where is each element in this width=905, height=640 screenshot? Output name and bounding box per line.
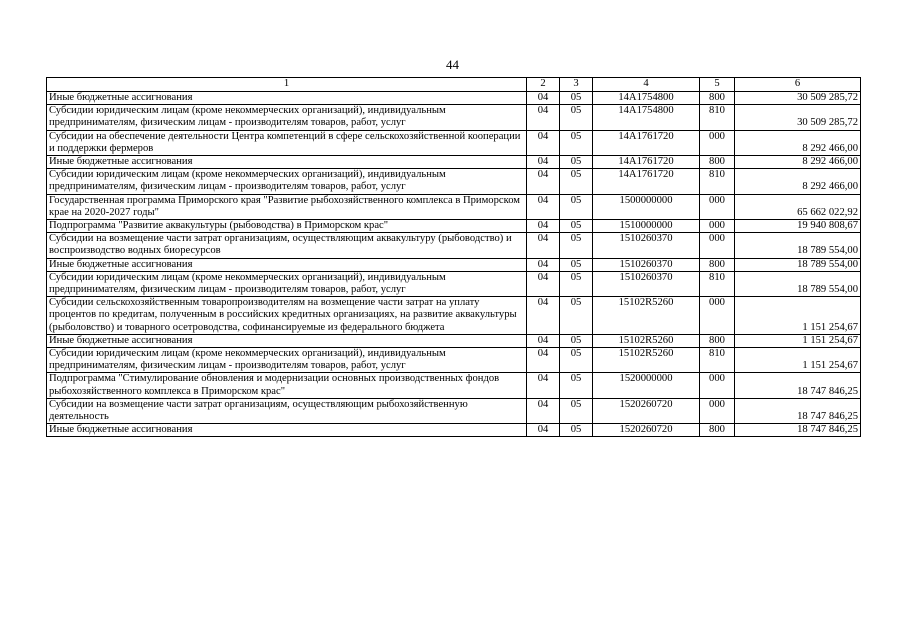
row-section: 04	[527, 334, 560, 347]
row-subsection: 05	[560, 105, 593, 130]
row-target-code: 1510260370	[593, 258, 700, 271]
row-amount: 19 940 808,67	[735, 220, 861, 233]
table-row	[47, 348, 861, 373]
row-amount: 18 789 554,00	[735, 271, 861, 296]
row-target-code: 14А1761720	[593, 169, 700, 194]
row-section: 04	[527, 220, 560, 233]
row-target-code: 1520260720	[593, 424, 700, 437]
row-name: Иные бюджетные ассигнования	[47, 258, 527, 271]
row-amount: 18 747 846,25	[735, 424, 861, 437]
row-name: Субсидии юридическим лицам (кроме некоммерческих организаций), индивидуальным предпринимателям, физическим лицам - производителям товаров, работ, услуг	[47, 169, 527, 194]
row-name: Субсидии на возмещение части затрат организациям, осуществляющим аквакультуру (рыбоводство) и воспроизводство водных биоресурсов	[47, 233, 527, 258]
row-expense-type: 810	[700, 271, 735, 296]
row-target-code: 15102R5260	[593, 348, 700, 373]
table-row	[47, 398, 861, 423]
table-row	[47, 156, 861, 169]
row-name: Иные бюджетные ассигнования	[47, 92, 527, 105]
row-target-code: 1520260720	[593, 398, 700, 423]
header-cell: 6	[735, 78, 861, 92]
row-name: Подпрограмма "Стимулирование обновления и модернизации основных производственных фондов рыбохозяйственного комплекса в Приморском крас"	[47, 373, 527, 398]
row-amount: 30 509 285,72	[735, 105, 861, 130]
row-expense-type: 800	[700, 92, 735, 105]
page-number: 44	[446, 57, 459, 72]
table-row	[47, 258, 861, 271]
row-name: Подпрограмма "Развитие аквакультуры (рыбоводства) в Приморском крас"	[47, 220, 527, 233]
row-subsection: 05	[560, 271, 593, 296]
row-amount: 8 292 466,00	[735, 130, 861, 155]
table-body	[47, 92, 861, 437]
row-subsection: 05	[560, 258, 593, 271]
budget-table	[46, 77, 861, 437]
header-cell: 1	[47, 78, 527, 92]
table-header	[47, 78, 861, 92]
row-subsection: 05	[560, 169, 593, 194]
table-row	[47, 169, 861, 194]
table-row	[47, 220, 861, 233]
row-section: 04	[527, 297, 560, 335]
row-expense-type: 000	[700, 297, 735, 335]
table-row	[47, 334, 861, 347]
row-subsection: 05	[560, 398, 593, 423]
row-name: Иные бюджетные ассигнования	[47, 334, 527, 347]
row-section: 04	[527, 258, 560, 271]
row-section: 04	[527, 169, 560, 194]
row-expense-type: 810	[700, 169, 735, 194]
row-subsection: 05	[560, 424, 593, 437]
table-row	[47, 373, 861, 398]
row-target-code: 15102R5260	[593, 297, 700, 335]
header-cell: 5	[700, 78, 735, 92]
row-expense-type: 800	[700, 424, 735, 437]
row-subsection: 05	[560, 92, 593, 105]
row-section: 04	[527, 233, 560, 258]
row-section: 04	[527, 424, 560, 437]
row-subsection: 05	[560, 156, 593, 169]
row-target-code: 1510260370	[593, 233, 700, 258]
table-row	[47, 271, 861, 296]
row-amount: 1 151 254,67	[735, 297, 861, 335]
row-subsection: 05	[560, 297, 593, 335]
row-expense-type: 000	[700, 373, 735, 398]
row-expense-type: 000	[700, 220, 735, 233]
row-expense-type: 810	[700, 348, 735, 373]
row-amount: 65 662 022,92	[735, 194, 861, 219]
header-cell: 2	[527, 78, 560, 92]
row-name: Иные бюджетные ассигнования	[47, 156, 527, 169]
row-amount: 8 292 466,00	[735, 169, 861, 194]
row-target-code: 14А1761720	[593, 130, 700, 155]
row-expense-type: 810	[700, 105, 735, 130]
row-expense-type: 800	[700, 258, 735, 271]
table-row	[47, 92, 861, 105]
row-name: Субсидии юридическим лицам (кроме некоммерческих организаций), индивидуальным предпринимателям, физическим лицам - производителям товаров, работ, услуг	[47, 271, 527, 296]
table-row	[47, 424, 861, 437]
row-amount: 8 292 466,00	[735, 156, 861, 169]
table-row	[47, 297, 861, 335]
row-target-code: 14А1754800	[593, 105, 700, 130]
row-amount: 1 151 254,67	[735, 348, 861, 373]
row-amount: 18 789 554,00	[735, 233, 861, 258]
row-amount: 18 789 554,00	[735, 258, 861, 271]
row-target-code: 1520000000	[593, 373, 700, 398]
row-subsection: 05	[560, 348, 593, 373]
row-expense-type: 000	[700, 398, 735, 423]
row-amount: 18 747 846,25	[735, 373, 861, 398]
row-section: 04	[527, 194, 560, 219]
row-name: Субсидии юридическим лицам (кроме некоммерческих организаций), индивидуальным предпринимателям, физическим лицам - производителям товаров, работ, услуг	[47, 105, 527, 130]
table-row	[47, 130, 861, 155]
row-section: 04	[527, 348, 560, 373]
row-subsection: 05	[560, 130, 593, 155]
row-name: Государственная программа Приморского края "Развитие рыбохозяйственного комплекса в Приморском крае на 2020-2027 годы"	[47, 194, 527, 219]
row-name: Иные бюджетные ассигнования	[47, 424, 527, 437]
table-row	[47, 233, 861, 258]
row-section: 04	[527, 105, 560, 130]
table-row	[47, 194, 861, 219]
row-section: 04	[527, 271, 560, 296]
row-target-code: 1510260370	[593, 271, 700, 296]
row-subsection: 05	[560, 194, 593, 219]
row-subsection: 05	[560, 334, 593, 347]
header-cell: 4	[593, 78, 700, 92]
row-name: Субсидии юридическим лицам (кроме некоммерческих организаций), индивидуальным предпринимателям, физическим лицам - производителям товаров, работ, услуг	[47, 348, 527, 373]
row-amount: 1 151 254,67	[735, 334, 861, 347]
row-section: 04	[527, 130, 560, 155]
row-amount: 30 509 285,72	[735, 92, 861, 105]
row-target-code: 15102R5260	[593, 334, 700, 347]
row-expense-type: 800	[700, 334, 735, 347]
row-name: Субсидии на обеспечение деятельности Центра компетенций в сфере сельскохозяйственной кооперации и поддержки фермеров	[47, 130, 527, 155]
row-target-code: 1510000000	[593, 220, 700, 233]
row-subsection: 05	[560, 233, 593, 258]
row-name: Субсидии сельскохозяйственным товаропроизводителям на возмещение части затрат на уплату процентов по кредитам, полученным в российских кредитных организациях, на развитие аквакультуры (рыболовство) и товарного осетроводства, софинансируемые из федерального бюджета	[47, 297, 527, 335]
row-subsection: 05	[560, 220, 593, 233]
row-target-code: 1500000000	[593, 194, 700, 219]
row-target-code: 14А1761720	[593, 156, 700, 169]
row-subsection: 05	[560, 373, 593, 398]
row-section: 04	[527, 373, 560, 398]
row-section: 04	[527, 92, 560, 105]
row-expense-type: 000	[700, 233, 735, 258]
header-cell: 3	[560, 78, 593, 92]
header-row	[47, 78, 861, 92]
row-section: 04	[527, 156, 560, 169]
row-target-code: 14А1754800	[593, 92, 700, 105]
row-expense-type: 000	[700, 194, 735, 219]
row-amount: 18 747 846,25	[735, 398, 861, 423]
row-expense-type: 000	[700, 130, 735, 155]
row-expense-type: 800	[700, 156, 735, 169]
table-row	[47, 105, 861, 130]
row-section: 04	[527, 398, 560, 423]
row-name: Субсидии на возмещение части затрат организациям, осуществляющим рыбохозяйственную деятельность	[47, 398, 527, 423]
